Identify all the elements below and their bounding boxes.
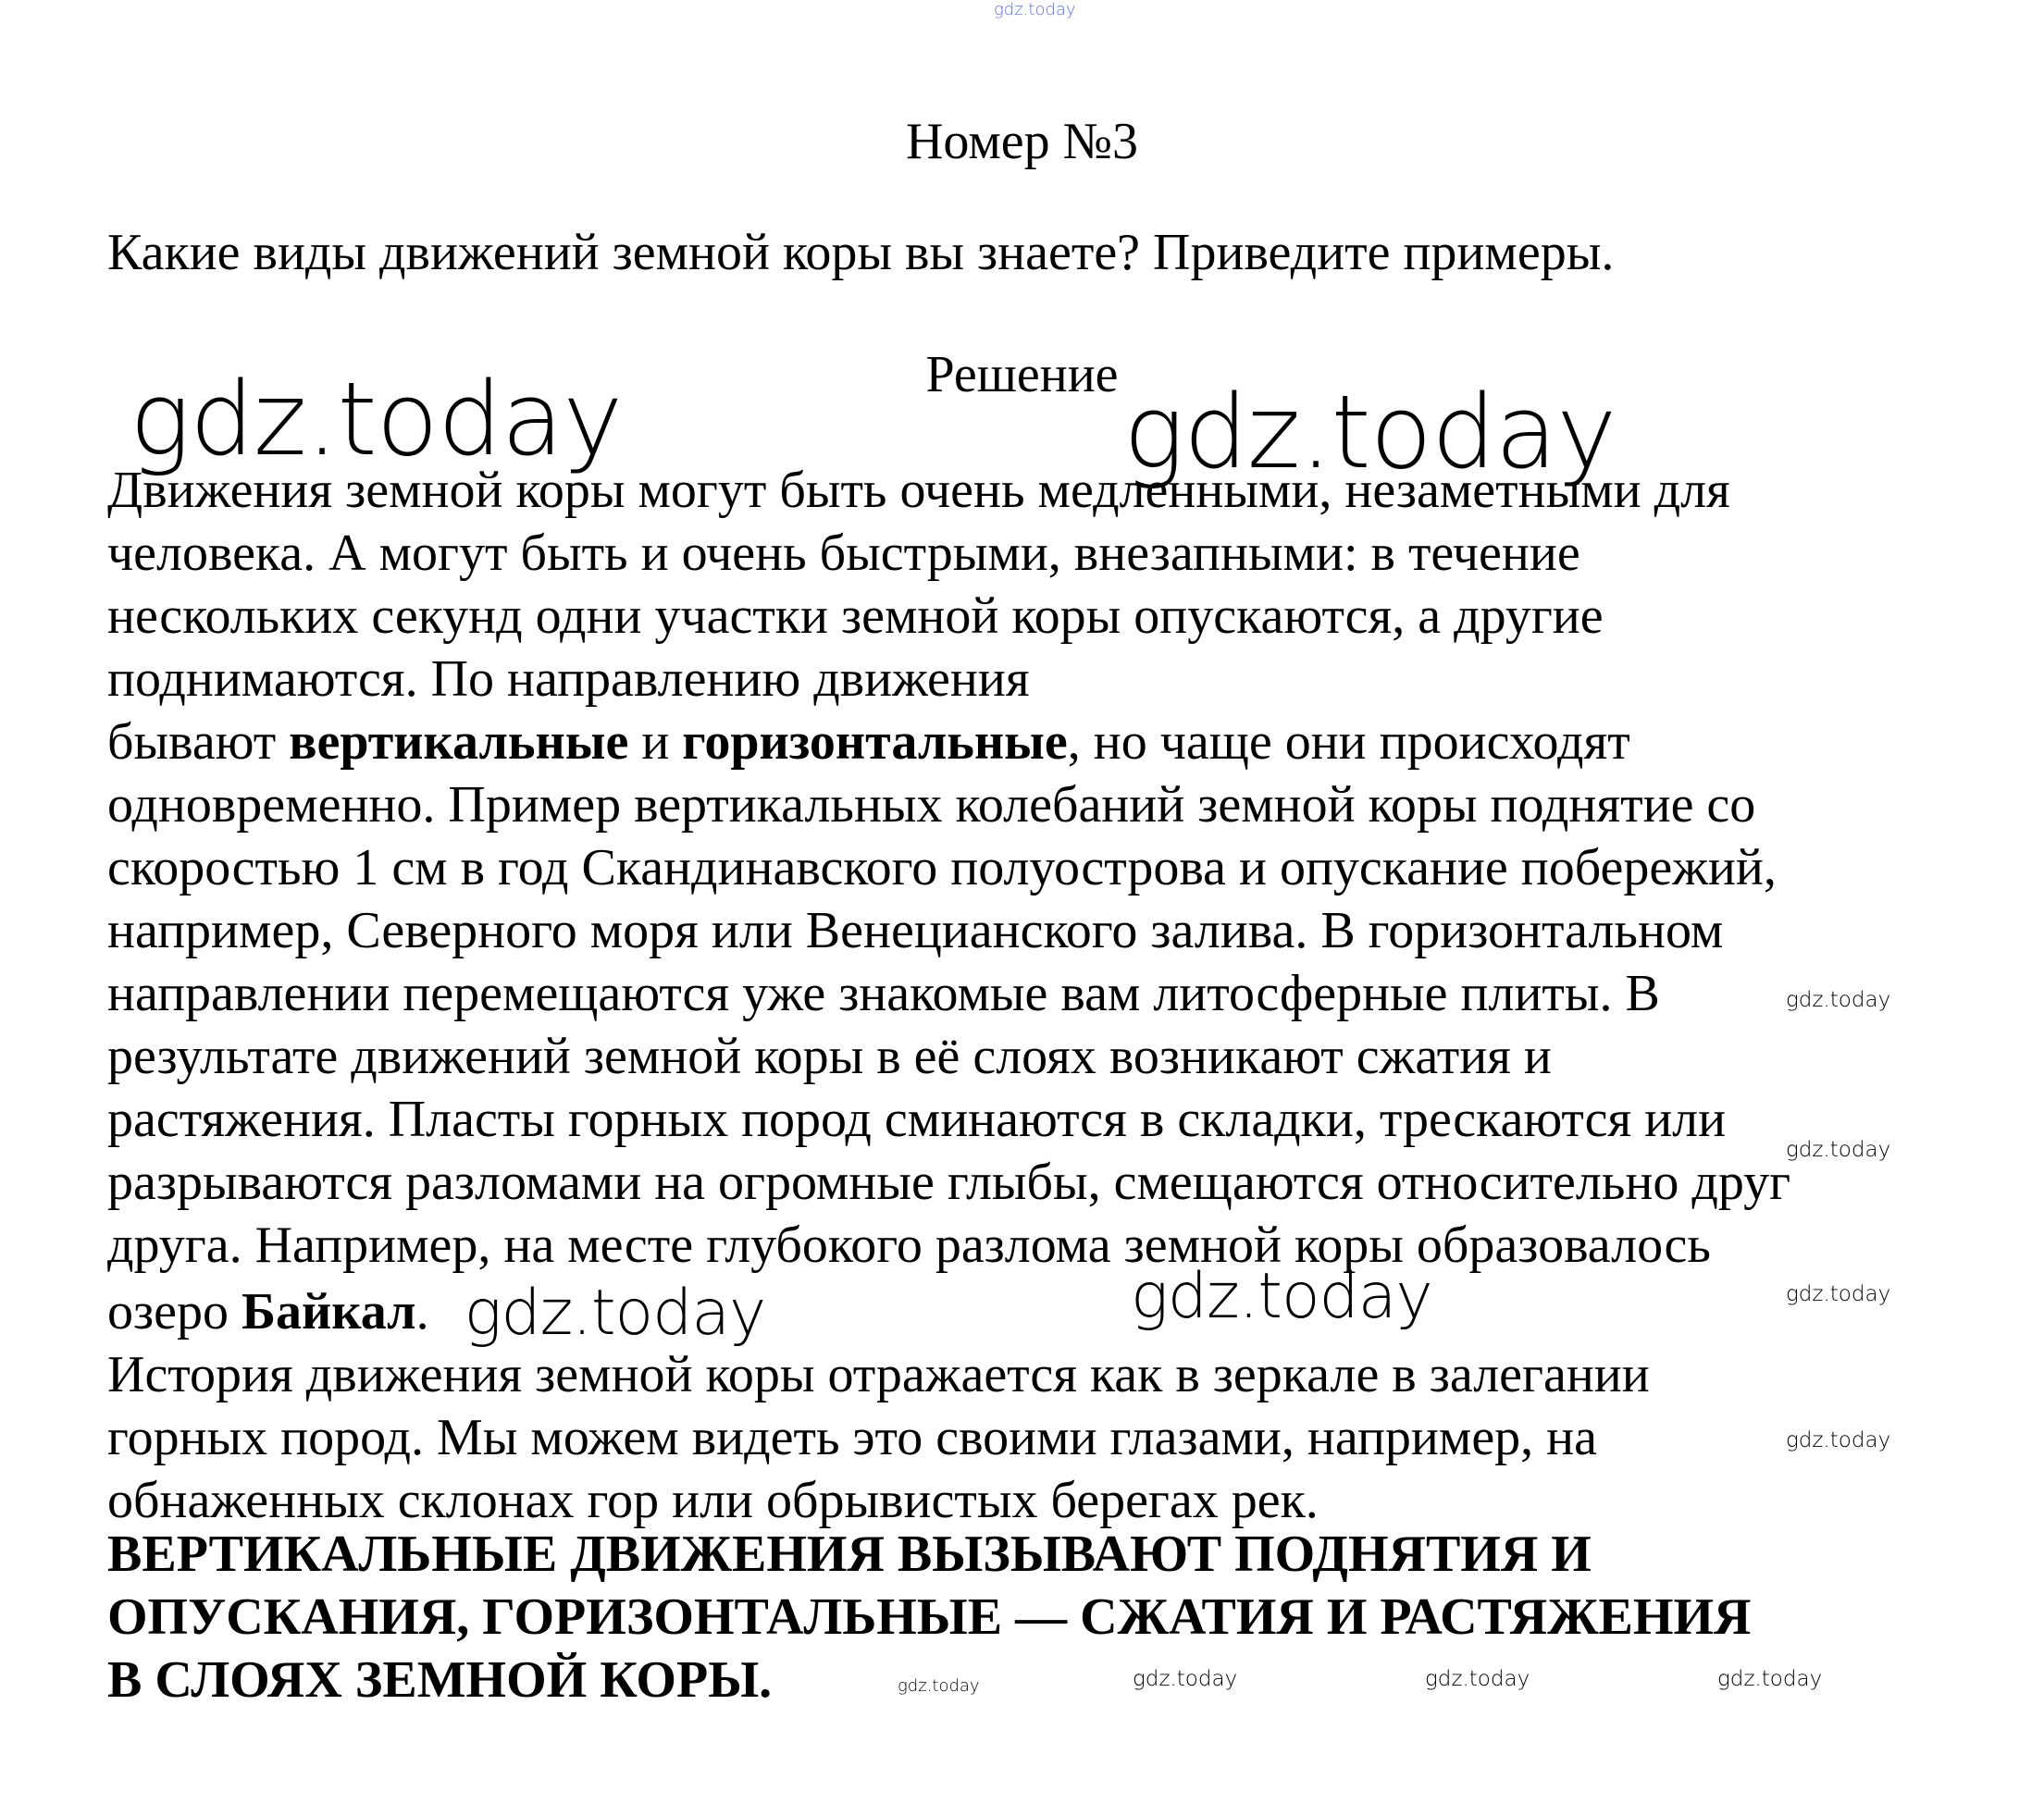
body-line: горных пород. Мы можем видеть это своими глазами, например, на <box>107 1409 1597 1466</box>
body-line: нескольких секунд одни участки земной коры опускаются, а другие <box>107 587 1604 645</box>
body-line: направлении перемещаются уже знакомые вам литосферные плиты. В <box>107 965 1660 1022</box>
body-line: например, Северного моря или Венецианского залива. В горизонтальном <box>107 902 1724 959</box>
body-line: обнаженных склонах гор или обрывистых берегах рек. <box>107 1472 1319 1529</box>
watermark-small: gdz.today <box>1425 1667 1530 1691</box>
watermark-small: gdz.today <box>1786 1138 1891 1162</box>
watermark-small: gdz.today <box>1717 1667 1823 1691</box>
watermark-mid: gdz.today <box>464 1277 766 1350</box>
body-line: друга. Например, на месте глубокого разлома земной коры образовалось <box>107 1217 1711 1274</box>
solution-conclusion <box>107 1523 2032 1711</box>
watermark-small: gdz.today <box>1786 1282 1891 1306</box>
body-text-fragment: бывают <box>107 713 290 771</box>
conclusion-line: ОПУСКАНИЯ, ГОРИЗОНТАЛЬНЫЕ — СЖАТИЯ И РАСТЯЖЕНИЯ <box>107 1588 1752 1646</box>
body-line: одновременно. Пример вертикальных колебаний земной коры поднятие со <box>107 776 1756 834</box>
task-title: Номер №3 <box>905 113 1139 170</box>
watermark-tiny: gdz.today <box>898 1676 980 1696</box>
watermark-top: gdz.today <box>994 0 1076 19</box>
solution-body <box>107 459 2032 1532</box>
body-line: растяжения. Пласты горных пород сминаются в складки, трескаются или <box>107 1091 1727 1148</box>
conclusion-line: В СЛОЯХ ЗЕМНОЙ КОРЫ. <box>107 1651 773 1709</box>
body-line <box>107 710 2032 773</box>
term-vertical: вертикальные <box>289 713 629 771</box>
solution-heading: Решение <box>925 346 1119 403</box>
conclusion-line: ВЕРТИКАЛЬНЫЕ ДВИЖЕНИЯ ВЫЗЫВАЮТ ПОДНЯТИЯ И <box>107 1526 1592 1583</box>
body-text-fragment: озеро <box>107 1283 242 1340</box>
term-horizontal: горизонтальные <box>682 713 1068 771</box>
body-text-fragment: и <box>628 713 683 771</box>
watermark-mid: gdz.today <box>1131 1260 1432 1333</box>
term-baikal: Байкал <box>241 1283 416 1340</box>
body-line: Движения земной коры могут быть очень медленными, незаметными для <box>107 462 1730 519</box>
body-line <box>107 1277 2032 1350</box>
watermark-small: gdz.today <box>1786 1428 1891 1452</box>
body-text-fragment: , но чаще они происходят <box>1067 713 1630 771</box>
body-line: разрываются разломами на огромные глыбы, смещаются относительно друг <box>107 1154 1791 1211</box>
watermark-large: gdz.today <box>1123 373 1617 491</box>
watermark-small: gdz.today <box>1786 988 1891 1012</box>
body-line: результате движений земной коры в её слоях возникают сжатия и <box>107 1028 1552 1085</box>
body-line: поднимаются. По направлению движения <box>107 650 1030 708</box>
watermark-large: gdz.today <box>130 360 623 478</box>
body-line: человека. А могут быть и очень быстрыми, внезапными: в течение <box>107 525 1580 582</box>
body-text-fragment: . <box>415 1283 429 1340</box>
body-line: скоростью 1 см в год Скандинавского полуострова и опускание побережий, <box>107 839 1777 896</box>
task-question: Какие виды движений земной коры вы знаете? Приведите примеры. <box>107 224 1615 281</box>
watermark-small: gdz.today <box>1133 1667 1238 1691</box>
body-line: История движения земной коры отражается как в зеркале в залегании <box>107 1346 1650 1403</box>
